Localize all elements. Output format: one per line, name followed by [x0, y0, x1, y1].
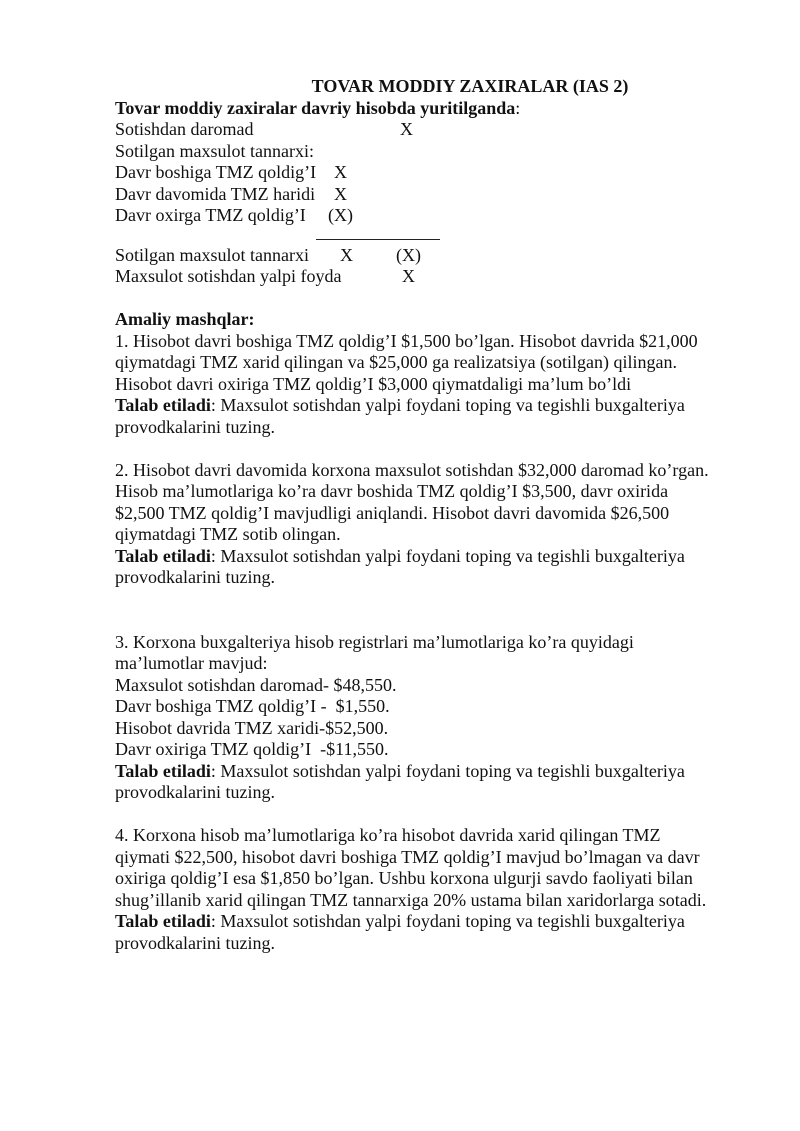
scheme-divider [115, 227, 755, 245]
scheme-closing-label: Davr oxirga TMZ qoldig’I [115, 205, 306, 225]
requirement-label: Talab etiladi [115, 545, 211, 566]
scheme-opening-label: Davr boshiga TMZ qoldig’I [115, 162, 317, 182]
exercise-line: shug’illanib xarid qilingan TMZ tannarxiga 20% ustama bilan xaridorlarga sotadi. [115, 889, 707, 910]
scheme-cogs-total-label: Sotilgan maxsulot tannarxi [115, 244, 309, 265]
scheme-purchases-mark: X [334, 183, 347, 204]
scheme-revenue-label: Sotishdan daromad [115, 119, 254, 139]
exercises-heading-text: Amaliy mashqlar: [115, 309, 255, 329]
requirement-label: Talab etiladi [115, 760, 211, 781]
document-title: TOVAR MODDIY ZAXIRALAR (IAS 2) [311, 76, 629, 96]
scheme-gross-profit-label: Maxsulot sotishdan yalpi foyda [115, 266, 342, 286]
exercise-line: ma’lumotlar mavjud: [115, 653, 268, 673]
spacer [115, 438, 755, 460]
requirement-label: Talab etiladi [115, 395, 211, 415]
exercise-line: 1. Hisobot davri boshiga TMZ qoldig’I $1,500 bo’lgan. Hisobot davrida $21,000 [115, 330, 698, 351]
exercise-line: Hisob ma’lumotlariga ko’ra davr boshida TMZ qoldig’I $3,500, davr oxirida [115, 481, 669, 501]
exercise-requirement [115, 761, 755, 783]
scheme-purchases-label: Davr davomida TMZ haridi [115, 183, 316, 204]
scheme-cogs-heading: Sotilgan maxsulot tannarxi: [115, 140, 314, 161]
exercise-line: Hisobot davri oxiriga TMZ qoldig’I $3,000 qiymatdaligi ma’lum bo’ldi [115, 373, 632, 394]
requirement-text: : Maxsulot sotishdan yalpi foydani toping va tegishli buxgalteriya [210, 395, 685, 415]
exercise-requirement [115, 395, 755, 417]
requirement-text: : Maxsulot sotishdan yalpi foydani toping va tegishli buxgalteriya [210, 545, 685, 566]
exercise-line: 4. Korxona hisob ma’lumotlariga ko’ra hisobot davrida xarid qilingan TMZ [115, 825, 661, 845]
scheme-cogs-total-row [115, 245, 755, 267]
requirement-label: Talab etiladi [115, 911, 211, 931]
spacer [115, 288, 755, 310]
exercise-line: qiymati $22,500, hisobot davri boshiga TMZ qoldig’I mavjud bo’lmagan va davr [115, 846, 700, 867]
requirement-text: : Maxsulot sotishdan yalpi foydani toping va tegishli buxgalteriya [210, 911, 685, 931]
exercise-line: Maxsulot sotishdan daromad- $48,550. [115, 674, 397, 695]
scheme-purchases-row [115, 184, 755, 206]
spacer [115, 804, 755, 826]
requirement-text-cont: provodkalarini tuzing. [115, 416, 275, 437]
scheme-opening-row [115, 162, 755, 184]
scheme-revenue-row [115, 119, 755, 141]
exercise-line: Davr boshiga TMZ qoldig’I - $1,550. [115, 696, 390, 716]
scheme-gross-profit-row [115, 266, 755, 288]
exercise-line: Davr oxiriga TMZ qoldig’I -$11,550. [115, 739, 389, 759]
exercises-heading [115, 309, 755, 331]
requirement-text: : Maxsulot sotishdan yalpi foydani toping va tegishli buxgalteriya [210, 760, 685, 781]
scheme-revenue-mark: X [400, 119, 413, 139]
scheme-opening-mark: X [334, 162, 347, 182]
subtitle-tail: : [515, 97, 521, 118]
scheme-cogs-heading-row [115, 141, 755, 163]
document-page [115, 76, 755, 954]
requirement-text-cont: provodkalarini tuzing. [115, 932, 275, 953]
requirement-text-cont: provodkalarini tuzing. [115, 567, 275, 587]
exercise-line: 3. Korxona buxgalteriya hisob registrlari ma’lumotlariga ko’ra quyidagi [115, 631, 634, 652]
exercise-line: qiymatdagi TMZ sotib olingan. [115, 524, 341, 544]
scheme-gross-profit-mark: X [402, 266, 415, 286]
exercise-2 [115, 460, 755, 589]
calculation-scheme [115, 119, 755, 288]
document-subtitle [115, 98, 755, 120]
exercise-requirement [115, 546, 755, 568]
subtitle-bold: Tovar moddiy zaxiralar davriy hisobda yuritilganda [115, 97, 516, 118]
requirement-text-cont: provodkalarini tuzing. [115, 782, 275, 802]
exercise-line: $2,500 TMZ qoldig’I mavjudligi aniqlandi. Hisobot davri davomida $26,500 [115, 502, 670, 523]
scheme-closing-mark: (X) [328, 205, 353, 225]
exercise-line: qiymatdagi TMZ xarid qilingan va $25,000 ga realizatsiya (sotilgan) qilingan. [115, 352, 678, 372]
exercise-line: 2. Hisobot davri davomida korxona maxsulot sotishdan $32,000 daromad ko’rgan. [115, 459, 709, 480]
scheme-divider-line [316, 239, 440, 240]
scheme-cogs-total-mark1: X [340, 244, 353, 265]
spacer [115, 589, 755, 632]
exercise-requirement [115, 911, 755, 933]
scheme-cogs-total-mark2: (X) [396, 244, 421, 265]
scheme-closing-row [115, 205, 755, 227]
exercise-3 [115, 632, 755, 804]
exercise-4 [115, 825, 755, 954]
exercise-line: oxiriga qoldig’I esa $1,850 bo’lgan. Ushbu korxona ulgurji savdo faoliyati bilan [115, 868, 693, 888]
exercise-1 [115, 331, 755, 439]
exercise-line: Hisobot davrida TMZ xaridi-$52,500. [115, 717, 389, 738]
